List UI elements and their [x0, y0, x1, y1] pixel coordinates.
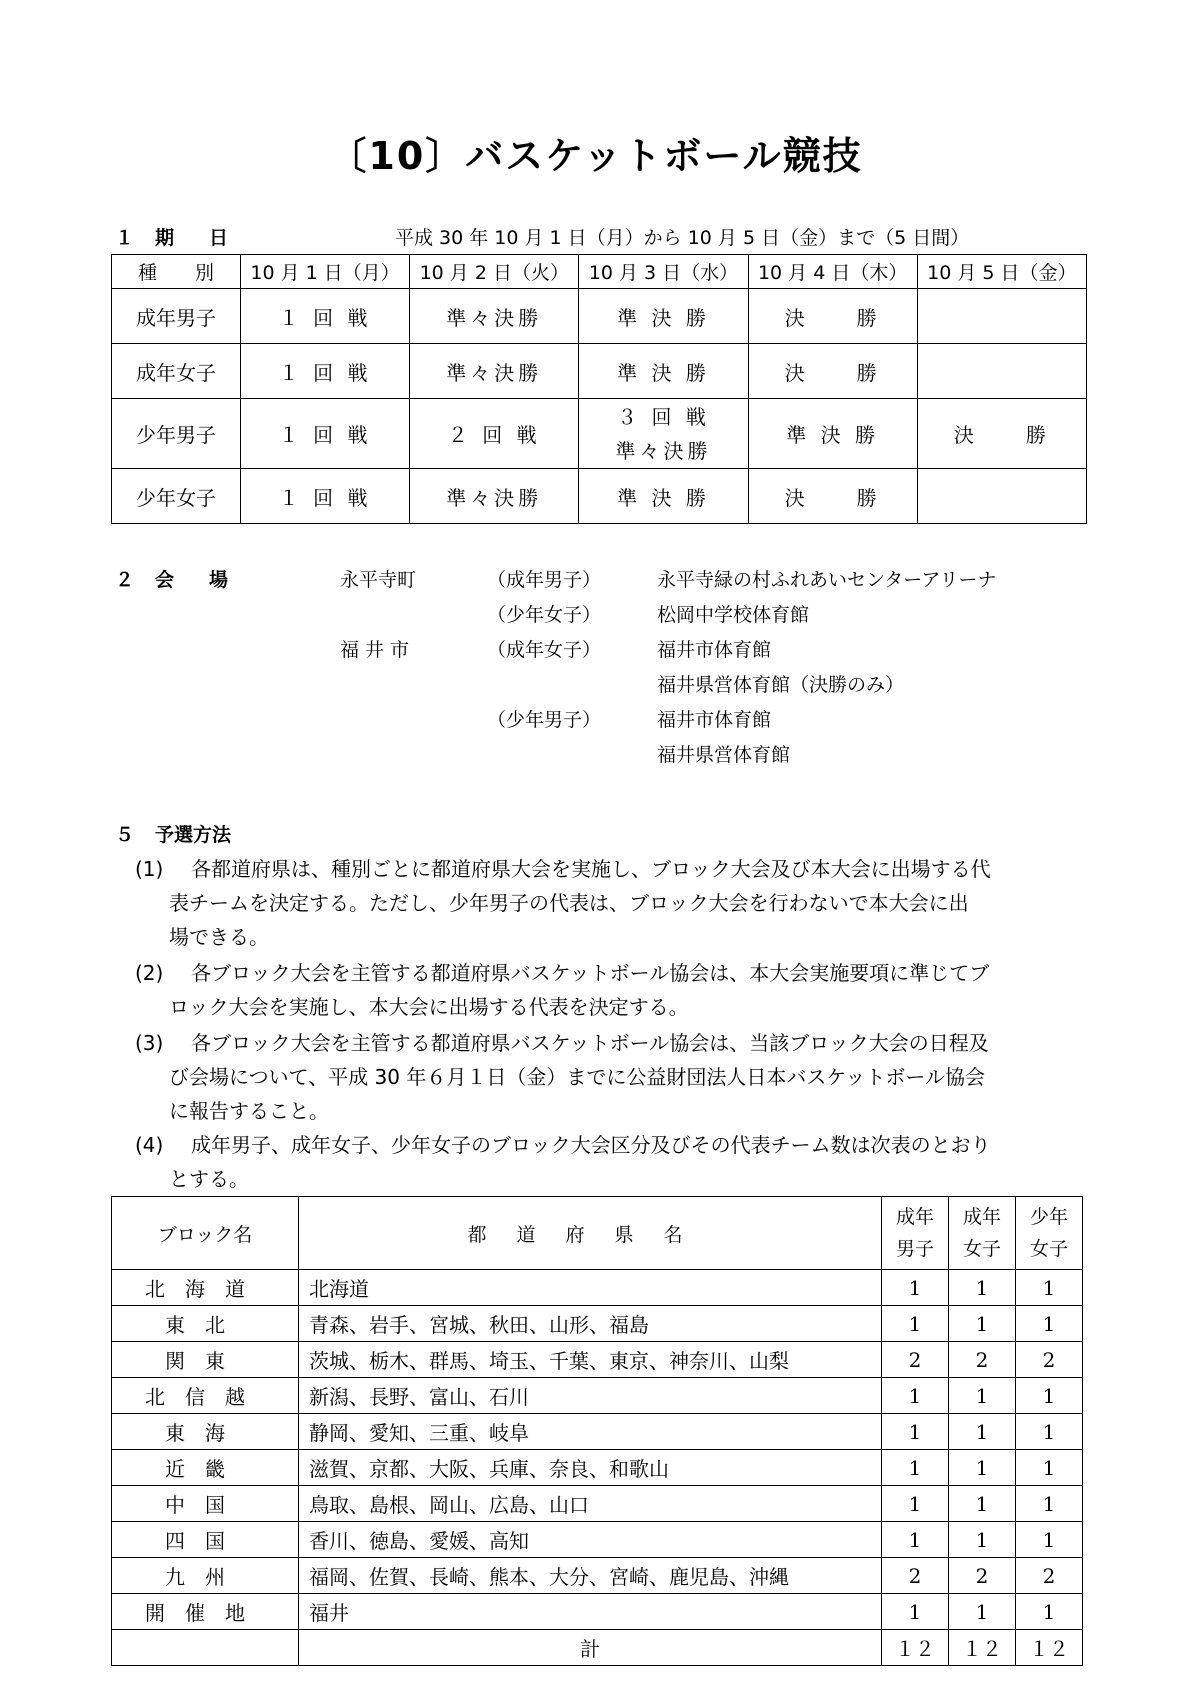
schedule-table: [111, 254, 1087, 524]
block-prefectures: 香川、徳島、愛媛、高知: [299, 1522, 882, 1558]
schedule-cell: ２ 回 戦: [410, 399, 579, 469]
block-junior-women: 1: [1016, 1270, 1083, 1306]
block-row: [112, 1522, 1083, 1558]
block-row: [112, 1450, 1083, 1486]
venue-label: 会 場: [155, 569, 237, 591]
schedule-cell: １ 回 戦: [241, 469, 410, 524]
schedule-heading: [115, 223, 969, 250]
block-prefectures: 鳥取、島根、岡山、広島、山口: [299, 1486, 882, 1522]
selection-item-line: 各都道府県は、種別ごとに都道府県大会を実施し、ブロック大会及び本大会に出場する代: [191, 857, 991, 881]
block-table: [111, 1196, 1083, 1666]
block-senior-women: 1: [949, 1486, 1016, 1522]
selection-item: [135, 1128, 1080, 1196]
schedule-row: [112, 469, 1087, 524]
block-header-line: 女子: [1029, 1238, 1068, 1260]
block-prefectures: 福岡、佐賀、長崎、熊本、大分、宮崎、鹿児島、沖縄: [299, 1558, 882, 1594]
selection-item-number: (3): [135, 1031, 164, 1055]
block-senior-men: 1: [882, 1306, 949, 1342]
selection-item-line: び会場について、平成 30 年６月１日（金）までに公益財団法人日本バスケットボール協会: [169, 1065, 985, 1089]
schedule-cell: 決 勝: [748, 289, 917, 344]
schedule-cell: 決 勝: [748, 469, 917, 524]
schedule-category: 少年女子: [112, 469, 241, 524]
block-senior-women: 1: [949, 1306, 1016, 1342]
block-senior-men: 2: [882, 1342, 949, 1378]
selection-label: 予選方法: [155, 824, 232, 846]
block-name: 近畿: [112, 1450, 299, 1486]
block-senior-men: 1: [882, 1450, 949, 1486]
selection-item-line: 各ブロック大会を主管する都道府県バスケットボール協会は、当該ブロック大会の日程及: [191, 1031, 989, 1055]
block-header-line: 成年: [962, 1206, 1001, 1228]
schedule-cell-line: ３ 回 戦: [617, 404, 710, 429]
block-name: 北信越: [112, 1378, 299, 1414]
selection-item: [135, 956, 1080, 1024]
block-row: [112, 1270, 1083, 1306]
schedule-cell: １ 回 戦: [241, 344, 410, 399]
schedule-label: 期 日: [155, 227, 237, 249]
venue-city: 永平寺町: [340, 569, 417, 591]
block-total-label: 計: [299, 1630, 882, 1666]
block-row: [112, 1594, 1083, 1630]
block-junior-women: 1: [1016, 1414, 1083, 1450]
schedule-row: [112, 289, 1087, 344]
venue-place: 福井市体育館: [657, 639, 772, 661]
block-senior-women: 1: [949, 1450, 1016, 1486]
schedule-header-row: [112, 255, 1087, 289]
schedule-cell: １ 回 戦: [241, 289, 410, 344]
block-junior-women: 1: [1016, 1594, 1083, 1630]
block-header-junior-women: [1016, 1197, 1083, 1270]
selection-item-line: に報告すること。: [169, 1099, 329, 1123]
schedule-cell: [917, 344, 1086, 399]
block-total-senior-women: １２: [949, 1630, 1016, 1666]
block-prefectures: 北海道: [299, 1270, 882, 1306]
block-senior-women: 2: [949, 1558, 1016, 1594]
schedule-cell: [917, 469, 1086, 524]
block-name: 東海: [112, 1414, 299, 1450]
schedule-cell: 準 決 勝: [579, 344, 748, 399]
selection-item-line: 表チームを決定する。ただし、少年男子の代表は、ブロック大会を行わないで本大会に出: [169, 891, 969, 915]
venue-place: 福井県営体育館: [657, 744, 791, 766]
block-row: [112, 1306, 1083, 1342]
block-name: 東北: [112, 1306, 299, 1342]
block-prefectures: 新潟、長野、富山、石川: [299, 1378, 882, 1414]
block-total-row: [112, 1630, 1083, 1666]
block-senior-women: 1: [949, 1522, 1016, 1558]
selection-item-line: 成年男子、成年女子、少年女子のブロック大会区分及びその代表チーム数は次表のとおり: [191, 1133, 991, 1157]
block-row: [112, 1414, 1083, 1450]
block-total-senior-men: １２: [882, 1630, 949, 1666]
venue-place: 永平寺緑の村ふれあいセンターアリーナ: [657, 569, 997, 591]
selection-item-line: 各ブロック大会を主管する都道府県バスケットボール協会は、本大会実施要項に準じてブ: [191, 961, 990, 985]
block-senior-men: 1: [882, 1414, 949, 1450]
block-header-line: 少年: [1029, 1206, 1068, 1228]
schedule-header-day: 10 月 2 日（火）: [410, 255, 579, 289]
block-prefectures: 福井: [299, 1594, 882, 1630]
schedule-cell: [917, 289, 1086, 344]
selection-heading: [115, 820, 231, 847]
schedule-category: 成年男子: [112, 289, 241, 344]
block-header-name: ブロック名: [112, 1197, 299, 1270]
schedule-row: [112, 399, 1087, 469]
venue-place: 松岡中学校体育館: [657, 604, 810, 626]
schedule-cell: 準々決勝: [410, 469, 579, 524]
schedule-header-day: 10 月 4 日（木）: [748, 255, 917, 289]
block-header-row: [112, 1197, 1083, 1270]
venue-number: ２: [115, 569, 135, 591]
venue-place: 福井県営体育館（決勝のみ）: [657, 674, 905, 696]
venue-city: 福 井 市: [340, 639, 410, 661]
block-header-line: 女子: [962, 1238, 1001, 1260]
schedule-cell: １ 回 戦: [241, 399, 410, 469]
venue-category: （少年男子）: [487, 709, 602, 731]
schedule-period: 平成 30 年 10 月 1 日（月）から 10 月 5 日（金）まで（5 日間）: [395, 227, 970, 249]
block-total-junior-women: １２: [1016, 1630, 1083, 1666]
block-junior-women: 1: [1016, 1378, 1083, 1414]
block-senior-women: 2: [949, 1342, 1016, 1378]
schedule-cell: [579, 399, 748, 469]
block-junior-women: 2: [1016, 1558, 1083, 1594]
schedule-row: [112, 344, 1087, 399]
block-junior-women: 1: [1016, 1450, 1083, 1486]
block-rows: [112, 1270, 1083, 1630]
schedule-cell: 準々決勝: [410, 289, 579, 344]
selection-item-number: (1): [135, 857, 164, 881]
schedule-cell: 準 決 勝: [579, 289, 748, 344]
block-senior-women: 1: [949, 1378, 1016, 1414]
venue-category: （成年女子）: [487, 639, 602, 661]
block-prefectures: 青森、岩手、宮城、秋田、山形、福島: [299, 1306, 882, 1342]
block-senior-men: 1: [882, 1594, 949, 1630]
venue-category: （成年男子）: [487, 569, 602, 591]
block-junior-women: 1: [1016, 1486, 1083, 1522]
schedule-cell: 決 勝: [748, 344, 917, 399]
selection-item-line: 場できる。: [169, 925, 269, 949]
block-prefectures: 静岡、愛知、三重、岐阜: [299, 1414, 882, 1450]
block-total-blank: [112, 1630, 299, 1666]
block-senior-men: 1: [882, 1378, 949, 1414]
selection-item: [135, 852, 1080, 954]
selection-item-number: (2): [135, 961, 164, 985]
schedule-cell-line: 準々決勝: [615, 438, 712, 463]
selection-number: ５: [115, 824, 135, 846]
selection-item-line: とする。: [169, 1167, 249, 1191]
block-senior-women: 1: [949, 1594, 1016, 1630]
block-name: 関東: [112, 1342, 299, 1378]
schedule-category: 少年男子: [112, 399, 241, 469]
block-header-line: 男子: [895, 1238, 934, 1260]
schedule-header-day: 10 月 1 日（月）: [241, 255, 410, 289]
block-prefectures: 滋賀、京都、大阪、兵庫、奈良、和歌山: [299, 1450, 882, 1486]
block-header-senior-women: [949, 1197, 1016, 1270]
block-name: 北海道: [112, 1270, 299, 1306]
block-junior-women: 1: [1016, 1306, 1083, 1342]
block-senior-women: 1: [949, 1270, 1016, 1306]
block-row: [112, 1378, 1083, 1414]
block-row: [112, 1342, 1083, 1378]
block-name: 九州: [112, 1558, 299, 1594]
schedule-category: 成年女子: [112, 344, 241, 399]
schedule-cell: 準 決 勝: [748, 399, 917, 469]
block-junior-women: 1: [1016, 1522, 1083, 1558]
block-senior-men: 1: [882, 1522, 949, 1558]
block-name: 四国: [112, 1522, 299, 1558]
venue-place: 福井市体育館: [657, 709, 772, 731]
block-senior-men: 1: [882, 1270, 949, 1306]
page-title: 〔10〕バスケットボール競技: [328, 134, 863, 178]
schedule-number: １: [115, 227, 135, 249]
block-row: [112, 1558, 1083, 1594]
schedule-cell: 準 決 勝: [579, 469, 748, 524]
block-name: 中国: [112, 1486, 299, 1522]
schedule-header-category: 種 別: [112, 255, 241, 289]
venue-category: （少年女子）: [487, 604, 602, 626]
block-prefectures: 茨城、栃木、群馬、埼玉、千葉、東京、神奈川、山梨: [299, 1342, 882, 1378]
block-row: [112, 1486, 1083, 1522]
selection-item: [135, 1026, 1080, 1128]
block-senior-women: 1: [949, 1414, 1016, 1450]
block-senior-men: 1: [882, 1486, 949, 1522]
selection-item-line: ロック大会を実施し、本大会に出場する代表を決定する。: [169, 995, 689, 1019]
schedule-header-day: 10 月 5 日（金）: [917, 255, 1086, 289]
block-header-senior-men: [882, 1197, 949, 1270]
block-junior-women: 2: [1016, 1342, 1083, 1378]
venue-heading: [115, 565, 275, 592]
schedule-cell: 準々決勝: [410, 344, 579, 399]
schedule-header-day: 10 月 3 日（水）: [579, 255, 748, 289]
block-header-prefectures: 都道府県名: [299, 1197, 882, 1270]
block-senior-men: 2: [882, 1558, 949, 1594]
block-name: 開催地: [112, 1594, 299, 1630]
selection-item-number: (4): [135, 1133, 164, 1157]
schedule-cell: 決 勝: [917, 399, 1086, 469]
block-header-line: 成年: [895, 1206, 934, 1228]
